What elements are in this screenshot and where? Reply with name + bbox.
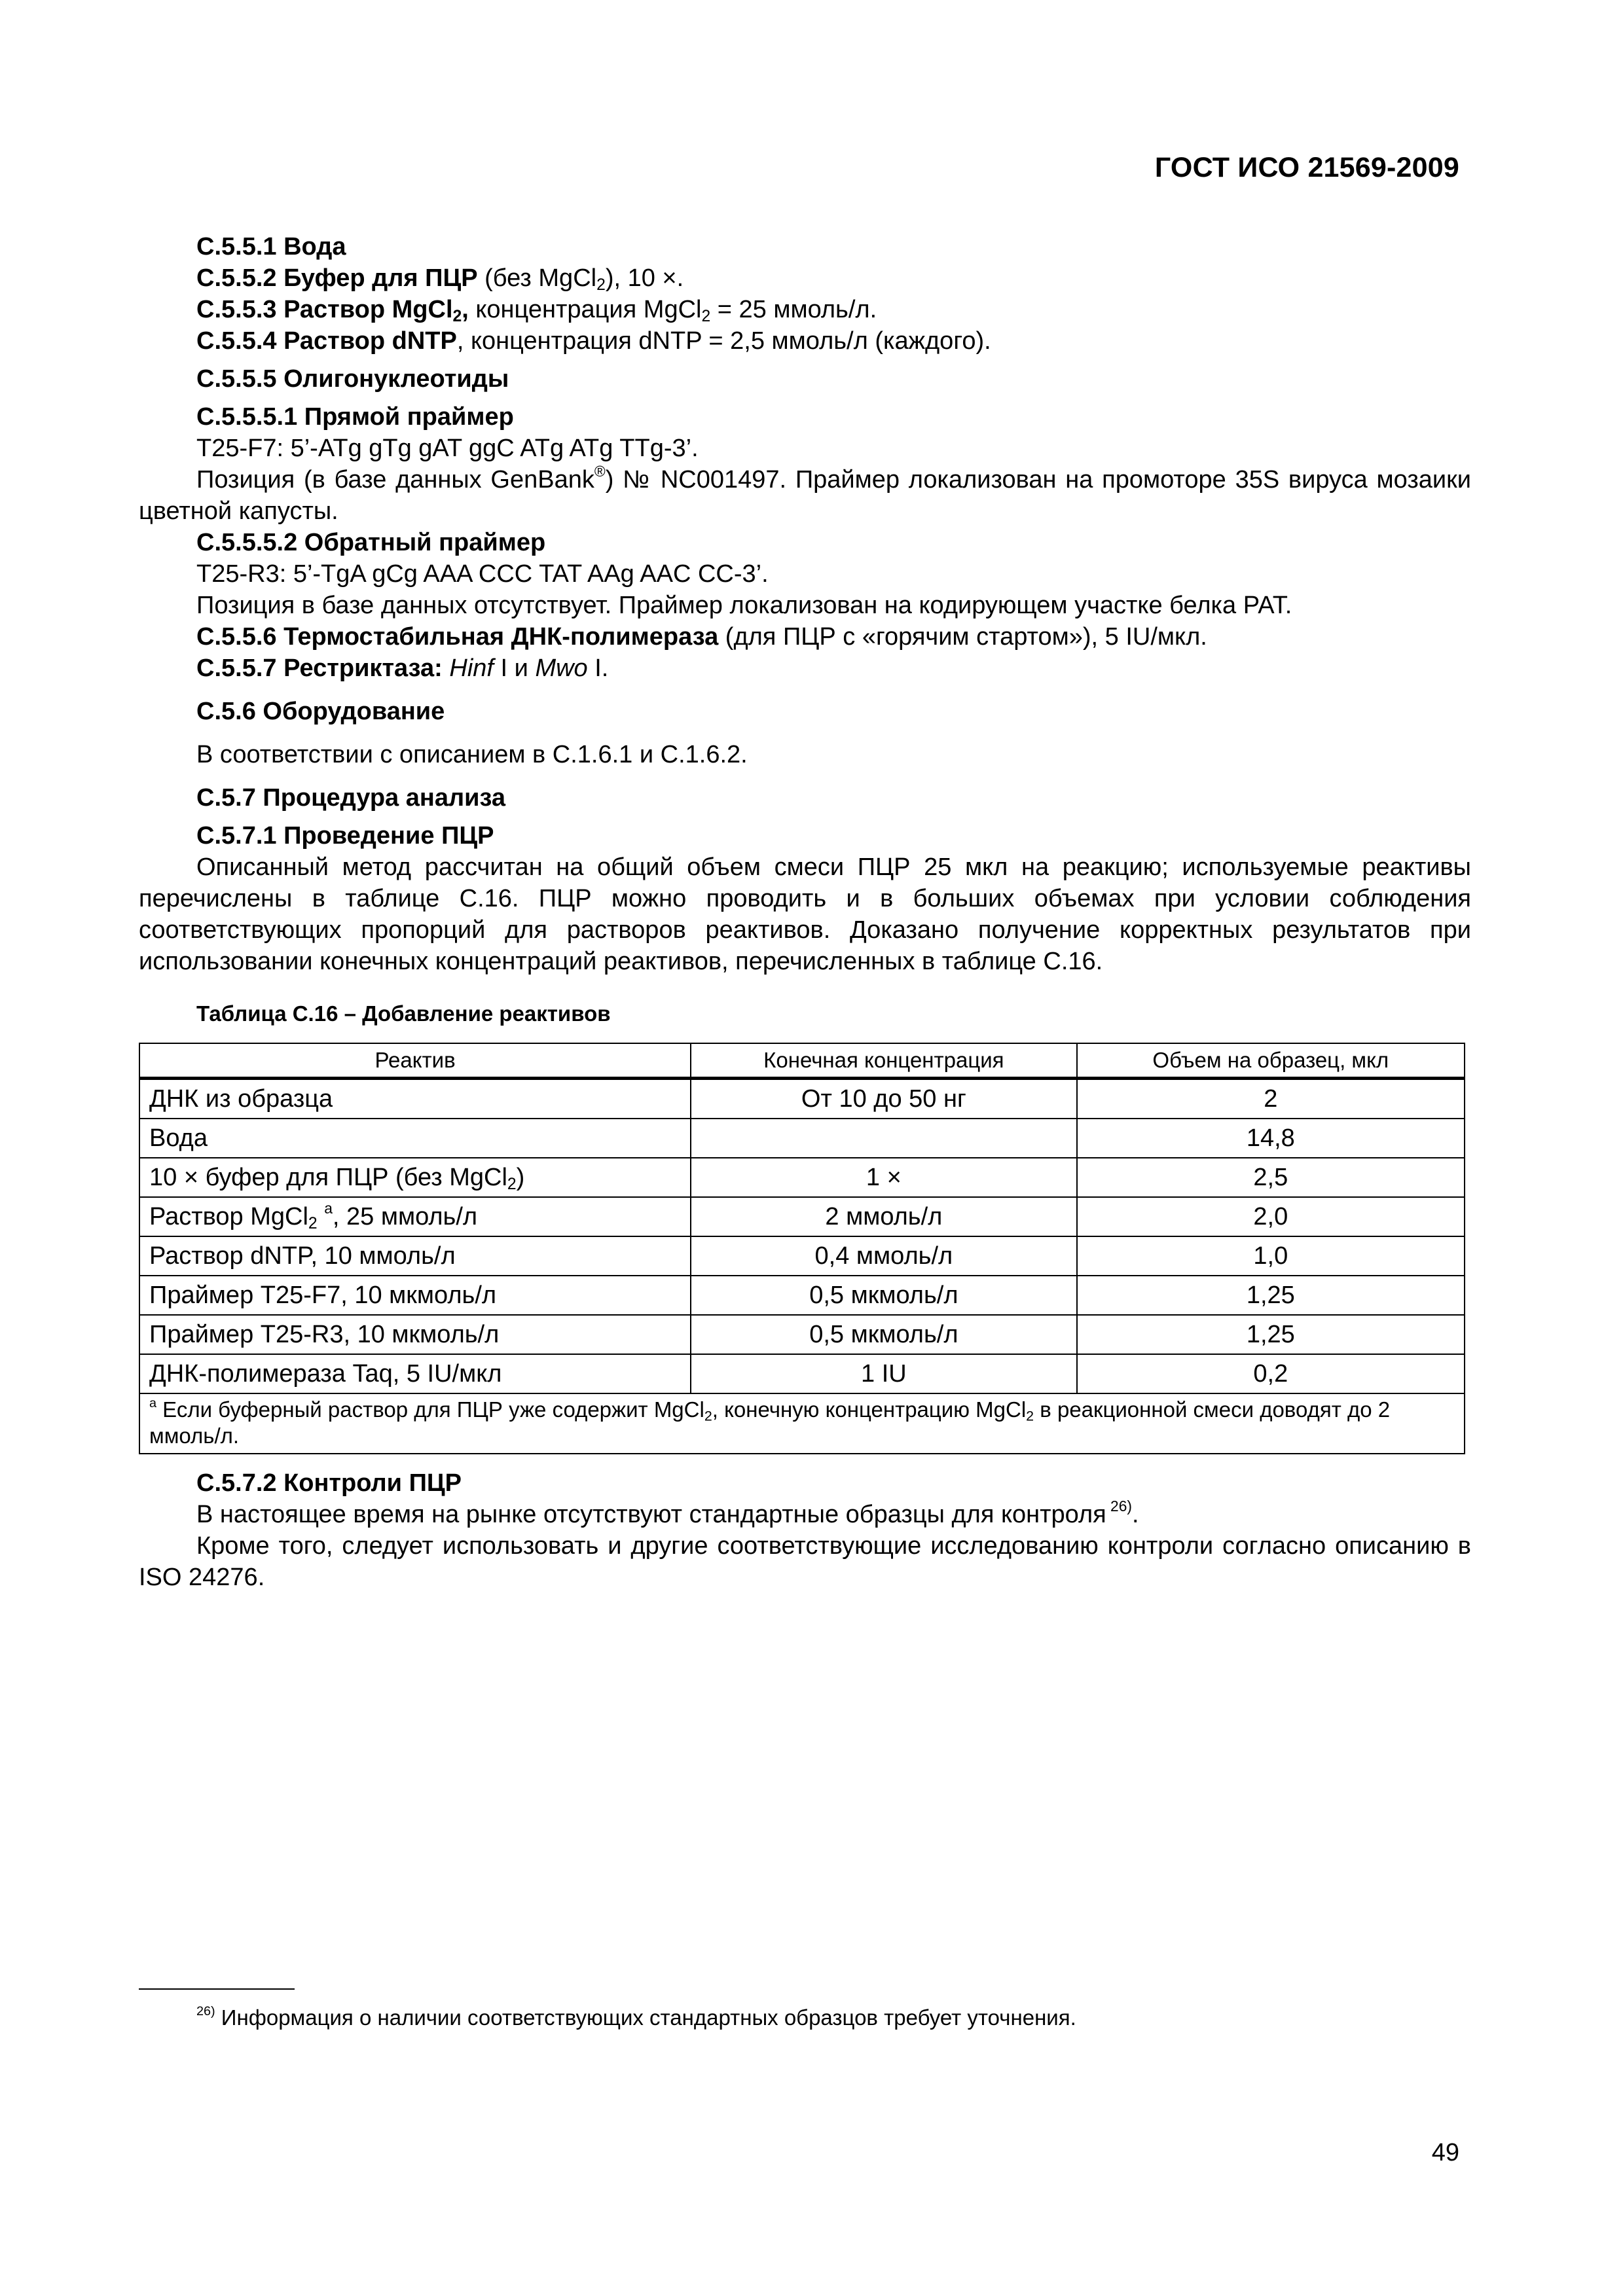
table-row: [139, 1236, 1465, 1276]
section-text: В соответствии с описанием в С.1.6.1 и С.1.6.2.: [196, 741, 748, 768]
item-heading: С.5.5.7 Рестриктаза:: [196, 655, 443, 682]
item-c5-5-3: С.5.5.3 Раствор MgCl$_2$, концентрация MgCl$_2$ = 25 ммоль/л.: [196, 296, 877, 326]
column-header: Конечная концентрация: [691, 1043, 1076, 1079]
table-row: [139, 1197, 1465, 1236]
item-c5-5-6: С.5.5.6 Термостабильная ДНК-полимераза (для ПЦР с «горячим стартом»), 5 IU/мкл.: [196, 623, 1207, 651]
reagent-cell: Раствор MgCl$_2$ $^a$, 25 ммоль/л: [139, 1197, 691, 1236]
item-c5-5-2: С.5.5.2 Буфер для ПЦР (без MgCl$_2$), 10 ×.: [196, 264, 684, 295]
section-heading: С.5.7.1 Проведение ПЦР: [196, 822, 494, 850]
table-row: [139, 1158, 1465, 1197]
item-heading: С.5.5.3 Раствор MgCl$_2$,: [196, 296, 469, 326]
page-content: [139, 231, 1471, 1593]
concentration-cell: 1 ×: [691, 1158, 1076, 1197]
volume-cell: 1,25: [1077, 1276, 1465, 1315]
section-c5-6: [139, 696, 1471, 727]
primer-position: Позиция (в базе данных GenBank®) № NC001497. Праймер локализован на промоторе 35S вируса мозаики цветной капусты.: [139, 462, 1471, 525]
section-heading: С.5.5.5.1 Прямой праймер: [196, 403, 514, 431]
item-c5-5-5-1: [139, 401, 1471, 433]
footnote-separator: [139, 1988, 295, 1990]
table-note-row: [139, 1393, 1465, 1454]
reagent-cell: Праймер Т25-R3, 10 мкмоль/л: [139, 1315, 691, 1354]
item-heading: С.5.5.1 Вода: [196, 233, 346, 260]
section-c5-7: [139, 782, 1471, 814]
section-c5-7-2: [139, 1467, 1471, 1499]
footnote-mark: 26): [196, 2004, 215, 2019]
item-heading: С.5.5.4 Раствор dNTP: [196, 327, 457, 355]
volume-cell: 0,2: [1077, 1354, 1465, 1393]
section-heading: С.5.7.2 Контроли ПЦР: [196, 1469, 462, 1497]
concentration-cell: 2 ммоль/л: [691, 1197, 1076, 1236]
column-header: Объем на образец, мкл: [1077, 1043, 1465, 1079]
footnote: $^{26)}$ Информация о наличии соответствующих стандартных образцов требует уточнения.: [196, 2004, 1076, 2030]
column-header: Реактив: [139, 1043, 691, 1079]
table-row: [139, 1079, 1465, 1119]
section-heading: С.5.5.5 Олигонуклеотиды: [196, 365, 509, 393]
table-header-row: [139, 1043, 1465, 1079]
concentration-cell: 0,5 мкмоль/л: [691, 1315, 1076, 1354]
table-row: [139, 1315, 1465, 1354]
volume-cell: 14,8: [1077, 1119, 1465, 1158]
item-c5-5-7: С.5.5.7 Рестриктаза: Hinf I и Mwo I.: [196, 655, 609, 682]
section-paragraph: Кроме того, следует использовать и другие соответствующие исследованию контроли согласно описанию в ISO 24276.: [139, 1532, 1471, 1591]
primer-sequence: T25-R3: 5’-TgA gCg AAA CCC TAT AAg AAC CC-3’.: [196, 560, 769, 588]
section-paragraph: Описанный метод рассчитан на общий объем смеси ПЦР 25 мкл на реакцию; используемые реактивы перечислены в таблице С.16. ПЦР можно проводить и в больших объемах при условии соблюдения соответствующих пропорций для растворов реактивов. Доказано получение корректных результатов при использовании конечных концентраций реактивов, перечисленных в таблице С.16.: [139, 853, 1471, 975]
reagent-cell: Праймер Т25-F7, 10 мкмоль/л: [139, 1276, 691, 1315]
document-header: ГОСТ ИСО 21569-2009: [1154, 152, 1459, 183]
item-c5-5-4: С.5.5.4 Раствор dNTP, концентрация dNTP = 2,5 ммоль/л (каждого).: [196, 327, 991, 355]
section-c5-7-1: [139, 820, 1471, 852]
section-heading: С.5.5.5.2 Обратный праймер: [196, 529, 546, 556]
table-row: [139, 1354, 1465, 1393]
volume-cell: 2,0: [1077, 1197, 1465, 1236]
section-heading: С.5.7 Процедура анализа: [196, 784, 505, 812]
footnote-ref: a: [324, 1199, 333, 1217]
page-number: 49: [1431, 2139, 1459, 2166]
item-heading: С.5.5.6 Термостабильная ДНК-полимераза: [196, 623, 719, 651]
table-row: [139, 1276, 1465, 1315]
volume-cell: 2: [1077, 1079, 1465, 1119]
reagent-cell: 10 × буфер для ПЦР (без MgCl$_2$): [139, 1158, 691, 1197]
reagent-cell: ДНК-полимераза Taq, 5 IU/мкл: [139, 1354, 691, 1393]
section-heading: С.5.6 Оборудование: [196, 698, 445, 725]
item-c5-5-1: [139, 231, 1471, 262]
reagent-cell: Раствор dNTP, 10 ммоль/л: [139, 1236, 691, 1276]
concentration-cell: 0,4 ммоль/л: [691, 1236, 1076, 1276]
item-c5-5-5: [139, 363, 1471, 395]
table-row: [139, 1119, 1465, 1158]
section-paragraph: В настоящее время на рынке отсутствуют стандартные образцы для контроля $^{26)}$.: [196, 1497, 1139, 1528]
volume-cell: 1,25: [1077, 1315, 1465, 1354]
reagent-cell: Вода: [139, 1119, 691, 1158]
reagents-table: [139, 1043, 1465, 1454]
footnote-ref: 26): [1106, 1497, 1133, 1515]
item-heading: С.5.5.2 Буфер для ПЦР: [196, 264, 478, 292]
volume-cell: 2,5: [1077, 1158, 1465, 1197]
concentration-cell: [691, 1119, 1076, 1158]
volume-cell: 1,0: [1077, 1236, 1465, 1276]
table-title: Таблица С.16 – Добавление реактивов: [196, 1001, 611, 1026]
concentration-cell: От 10 до 50 нг: [691, 1079, 1076, 1119]
concentration-cell: 0,5 мкмоль/л: [691, 1276, 1076, 1315]
reagent-cell: ДНК из образца: [139, 1079, 691, 1119]
item-c5-5-5-2: [139, 527, 1471, 558]
primer-position: Позиция в базе данных отсутствует. Праймер локализован на кодирующем участке белка PAT.: [196, 592, 1292, 619]
concentration-cell: 1 IU: [691, 1354, 1076, 1393]
table-note: $^a$ Если буферный раствор для ПЦР уже содержит MgCl$_2$, конечную концентрацию MgCl$_2$ в реакционной смеси доводят до 2 ммоль/л.: [139, 1393, 1465, 1454]
primer-sequence: T25-F7: 5’-ATg gTg gAT ggC ATg ATg TTg-3’.: [196, 435, 699, 462]
